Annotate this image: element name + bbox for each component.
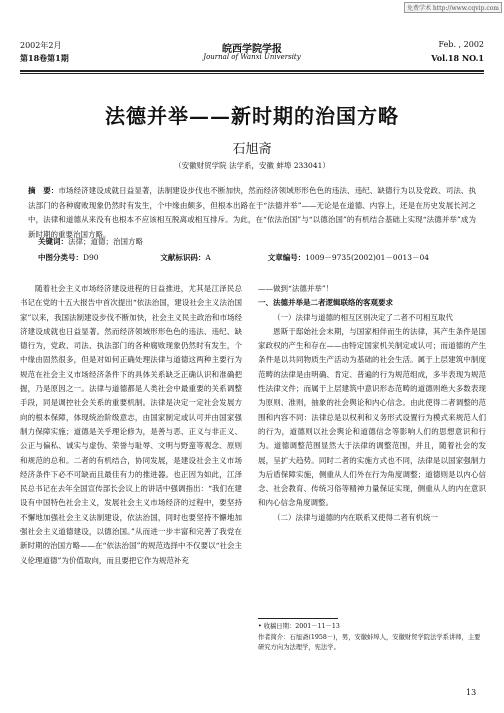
watermark: 免费学术 http://www.cqvip.com — [404, 2, 502, 13]
keywords — [38, 236, 476, 247]
footnote-author: 作者简介：石旭斋(1958－)，男，安徽蚌埠人，安徽财贸学院法学系讲师，主要研究方向为法理学，宪法学。 — [258, 633, 481, 651]
clc-value: D90 — [83, 253, 99, 262]
journal-name: 皖西学院学报 — [222, 44, 282, 55]
footnotes — [258, 622, 486, 654]
affiliation: （安徽财贸学院 法学系，安徽 蚌埠 233041） — [174, 161, 330, 170]
paper-title: 法德并举——新时期的治国方略 — [105, 104, 399, 128]
article-id-value: 1009－9735(2002)01－0013－04 — [305, 253, 430, 262]
subsection-heading-1: （一）法律与道德的相互区别决定了二者不可相互取代 — [273, 312, 453, 322]
body-paragraph: 恩斯于邸始社会末期，与国家相伴而生的法律，其产生条件是国家政权的产生和存在——由特定国家机关制定或认可；而道德的产生条件是以共同物质生产活动为基础的社会生活。属于上层建筑中制度范畴的法律是由明确、肯定、普遍的行为规范组成，多半表现为规范性法律文件；而属于上层建筑中意识形态范畴的道德则绝大多数表现为原则、准则，抽象的社会舆论和内心信念。由此使得二者调整的范围和内容不同：法律总是以权利和义务形式设置行为模式来规范人们的行为，道德则以社会舆论和道德信念等影响人们的思想意识和行为。道德调整范围显然大于法律的调整范围，并且，随着社会的发展，呈扩大趋势。同时二者的实施方式也不同，法律是以国家强制力为后盾保障实施，侧重从人们外在行为角度调整；道德则是以内心信念、社会教育、传统习俗等精神力量保证实现，侧重从人的内在意识和内心信念角度调整。 — [258, 326, 486, 508]
clc-label: 中图分类号： — [38, 253, 83, 262]
journal-name-en: Journal of Wanxi University — [203, 53, 301, 61]
section-heading-1: 一、法德并举是二者逻辑联络的客观要求 — [258, 298, 393, 308]
classification-line — [38, 252, 476, 263]
footnote-rule — [258, 618, 338, 619]
doc-code-value: A — [205, 253, 211, 262]
body-left-column: 随着社会主义市场经济建设进程的日益推进，尤其是江泽民总书记在党的十五大报告中首次提出“依法治国，建设社会主义法治国家”以来，我国法制建设步伐不断加快，社会主义民主政治和市场经济建设成就也日益显著。然而经济领域形形色色的违法、违纪、缺德行为，党政、司法、执法部门的各种腐败现象仍然时有发生，个中缘由固然很多，但是对如何正确处理法律与道德这两种主要行为规范在社会主义市场经济条件下的具体关系缺乏正确认识和准确把握，乃是原因之一。法律与道德都是人类社会中最重要的关系调整手段，同是调控社会关系的重要机制。法律是决定一定社会发展方向的根本保障，体现统治阶级意志，由国家制定或认可并由国家强制力保障实施；道德是关乎理论修为，是善与恶、正义与非正义、公正与偏私、诚实与虚伪、荣誉与耻辱、文明与野蛮等观念、原则和规范的总和。二者的有机结合，协同发展，是建设社会主义市场经济条件下必不可缺而且最佳有力的推进器。也正因为如此，江泽民总书记在去年全国宣传部长会议上的讲话中强调指出：“我们在建设有中国特色社会主义，发展社会主义市场经济的过程中，要坚持不懈地加强社会主义法制建设，依法治国，同时也要坚持不懈地加强社会主义道德建设，以德治国。”从而进一步丰富和完善了我党在新时期的治国方略——在“依法治国”的规范选择中不仅要以“社会主义伦理道德”为价值取向，而且要把它作为规范补充 — [20, 284, 242, 565]
issue-volume: 第18卷第1期 — [20, 53, 69, 63]
doc-code-label: 文献标识码： — [160, 253, 206, 262]
lead-line: ——做到“法德并举”！ — [258, 284, 334, 293]
journal-header — [20, 40, 484, 72]
article-id-label: 文章编号： — [267, 253, 306, 262]
header-rule-thin — [20, 73, 484, 74]
author: 石旭斋 — [232, 142, 272, 157]
abstract — [28, 184, 476, 242]
subsection-heading-2: （二）法律与道德的内在联系又使得二者有机统一 — [273, 512, 438, 522]
body-right-column — [258, 282, 486, 525]
header-rule — [20, 70, 484, 72]
page-number: 13 — [466, 688, 477, 697]
issue-date: 2002年2月 — [20, 41, 62, 50]
issue-date-en: Feb. , 2002 — [438, 40, 484, 49]
abstract-label: 摘 要： — [28, 186, 59, 195]
footnote-received: • 收稿日期：2001－11－13 — [258, 623, 340, 630]
keywords-label: 关键词： — [38, 237, 68, 246]
keywords-text: 法律；道德；治国方略 — [68, 237, 143, 246]
abstract-text: 市场经济建设成就日益显著，法制建设步伐也不断加快，然而经济领域形形色色的违法、违纪、缺德行为以及党政、司法、执法部门的各种腐败现象仍然时有发生，个中缘由颇多，但根本出路在于“法德并举”——无论是在道德、内容上，还是在历史发展长河之中，法律和道德从来没有也根本不应该相互脱离或相互排斥。为此，在“依法治国”与“以德治国”的有机结合基础上实现“法德并举”成为新时期的重要治国方略。 — [28, 186, 477, 239]
issue-volume-en: Vol.18 NO.1 — [431, 53, 484, 63]
